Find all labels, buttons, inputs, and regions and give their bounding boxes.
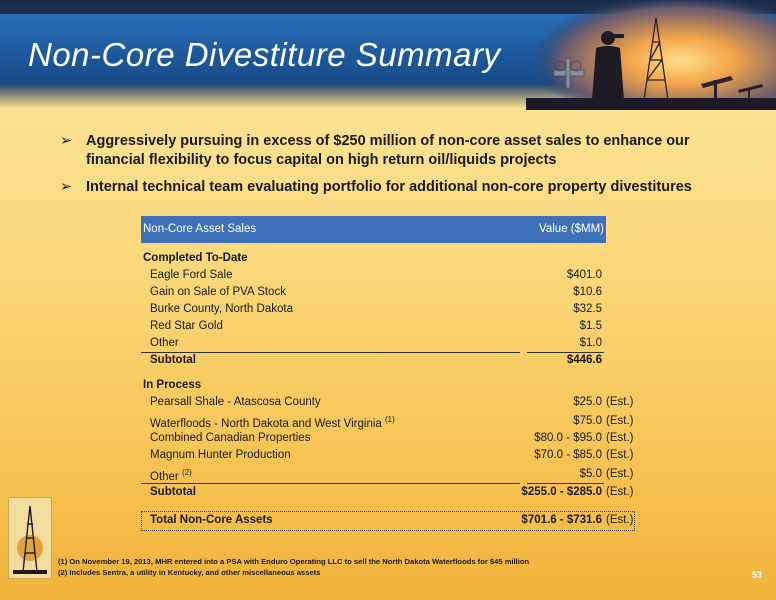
page-number: 53 xyxy=(751,570,762,580)
row-value: $5.0 xyxy=(579,468,602,480)
row-label-wrap xyxy=(150,415,395,430)
row-note: (Est.) xyxy=(606,432,634,444)
row-label: Waterfloods - North Dakota and West Virginia xyxy=(150,417,382,430)
table-row xyxy=(141,285,635,302)
bullet-item xyxy=(60,132,740,170)
subtotal-row xyxy=(141,484,635,503)
row-label-wrap xyxy=(150,468,192,483)
header-label: Non-Core Asset Sales xyxy=(143,223,257,235)
arrow-bullet-icon: ➢ xyxy=(60,133,73,149)
row-label: Gain on Sale of PVA Stock xyxy=(150,286,286,298)
bullet-line: Internal technical team evaluating portfolio for additional non-core property divestitures xyxy=(86,179,692,195)
row-note: (Est.) xyxy=(606,468,634,480)
section-heading-label: Completed To-Date xyxy=(143,252,248,264)
total-row xyxy=(141,511,635,531)
footnote: (2) Includes Sentra, a utility in Kentucky, and other miscellaneous assets xyxy=(58,568,321,577)
row-note: (Est.) xyxy=(606,415,634,427)
oilfield-scene-image xyxy=(526,0,776,110)
table-header xyxy=(141,216,606,243)
table-row xyxy=(141,395,635,412)
row-value: $80.0 - $95.0 xyxy=(534,432,602,444)
footnote: (1) On November 19, 2013, MHR entered into a PSA with Enduro Operating LLC to sell the North Dakota Waterfloods for $45 million xyxy=(58,557,530,566)
row-value: $10.6 xyxy=(573,286,602,298)
row-value: $1.0 xyxy=(579,337,602,349)
asset-sales-table xyxy=(141,216,635,531)
bullet-item xyxy=(60,178,740,197)
row-value: $401.0 xyxy=(566,269,602,281)
row-label: Other xyxy=(150,470,179,483)
row-value: $75.0 xyxy=(573,415,602,427)
table-row xyxy=(141,302,635,319)
row-note: (Est.) xyxy=(606,449,634,461)
table-row xyxy=(141,412,635,431)
table-row xyxy=(141,319,635,336)
bullet-line: Aggressively pursuing in excess of $250 million of non-core asset sales to enhance our xyxy=(86,133,690,149)
slide-title: Non-Core Divestiture Summary xyxy=(28,36,501,73)
subtotal-label: Subtotal xyxy=(150,486,196,498)
row-label: Other xyxy=(150,337,179,349)
row-label: Magnum Hunter Production xyxy=(150,449,291,461)
row-value: $70.0 - $85.0 xyxy=(534,449,602,461)
row-note: (Est.) xyxy=(606,396,634,408)
footnote-marker: (2) xyxy=(181,468,192,477)
row-label: Combined Canadian Properties xyxy=(150,432,311,444)
section-heading xyxy=(141,251,635,268)
footnotes xyxy=(58,556,529,578)
bullet-list xyxy=(60,132,740,205)
subtotal-value: $446.6 xyxy=(566,354,602,366)
company-logo-icon xyxy=(8,497,52,579)
bullet-line: financial flexibility to focus capital on high return oil/liquids projects xyxy=(86,152,557,168)
row-value: $32.5 xyxy=(573,303,602,315)
table-row xyxy=(141,448,635,465)
subtotal-row xyxy=(141,353,635,370)
total-note: (Est.) xyxy=(606,514,634,526)
footnote-marker: (1) xyxy=(385,415,395,424)
section-heading xyxy=(141,378,635,395)
table-row xyxy=(141,268,635,285)
table-row xyxy=(141,336,635,353)
subtotal-value: $255.0 - $285.0 xyxy=(521,486,602,498)
arrow-bullet-icon: ➢ xyxy=(60,179,73,195)
section-heading-label: In Process xyxy=(143,379,202,391)
total-label: Total Non-Core Assets xyxy=(150,514,273,526)
header-value: Value ($MM) xyxy=(539,223,604,235)
row-label: Burke County, North Dakota xyxy=(150,303,293,315)
subtotal-note: (Est.) xyxy=(606,486,634,498)
row-label: Pearsall Shale - Atascosa County xyxy=(150,396,321,408)
row-label: Eagle Ford Sale xyxy=(150,269,233,281)
table-row xyxy=(141,431,635,448)
row-label: Red Star Gold xyxy=(150,320,223,332)
row-value: $25.0 xyxy=(573,396,602,408)
subtotal-label: Subtotal xyxy=(150,354,196,366)
total-value: $701.6 - $731.6 xyxy=(521,514,602,526)
row-value: $1.5 xyxy=(579,320,602,332)
table-row xyxy=(141,465,635,484)
